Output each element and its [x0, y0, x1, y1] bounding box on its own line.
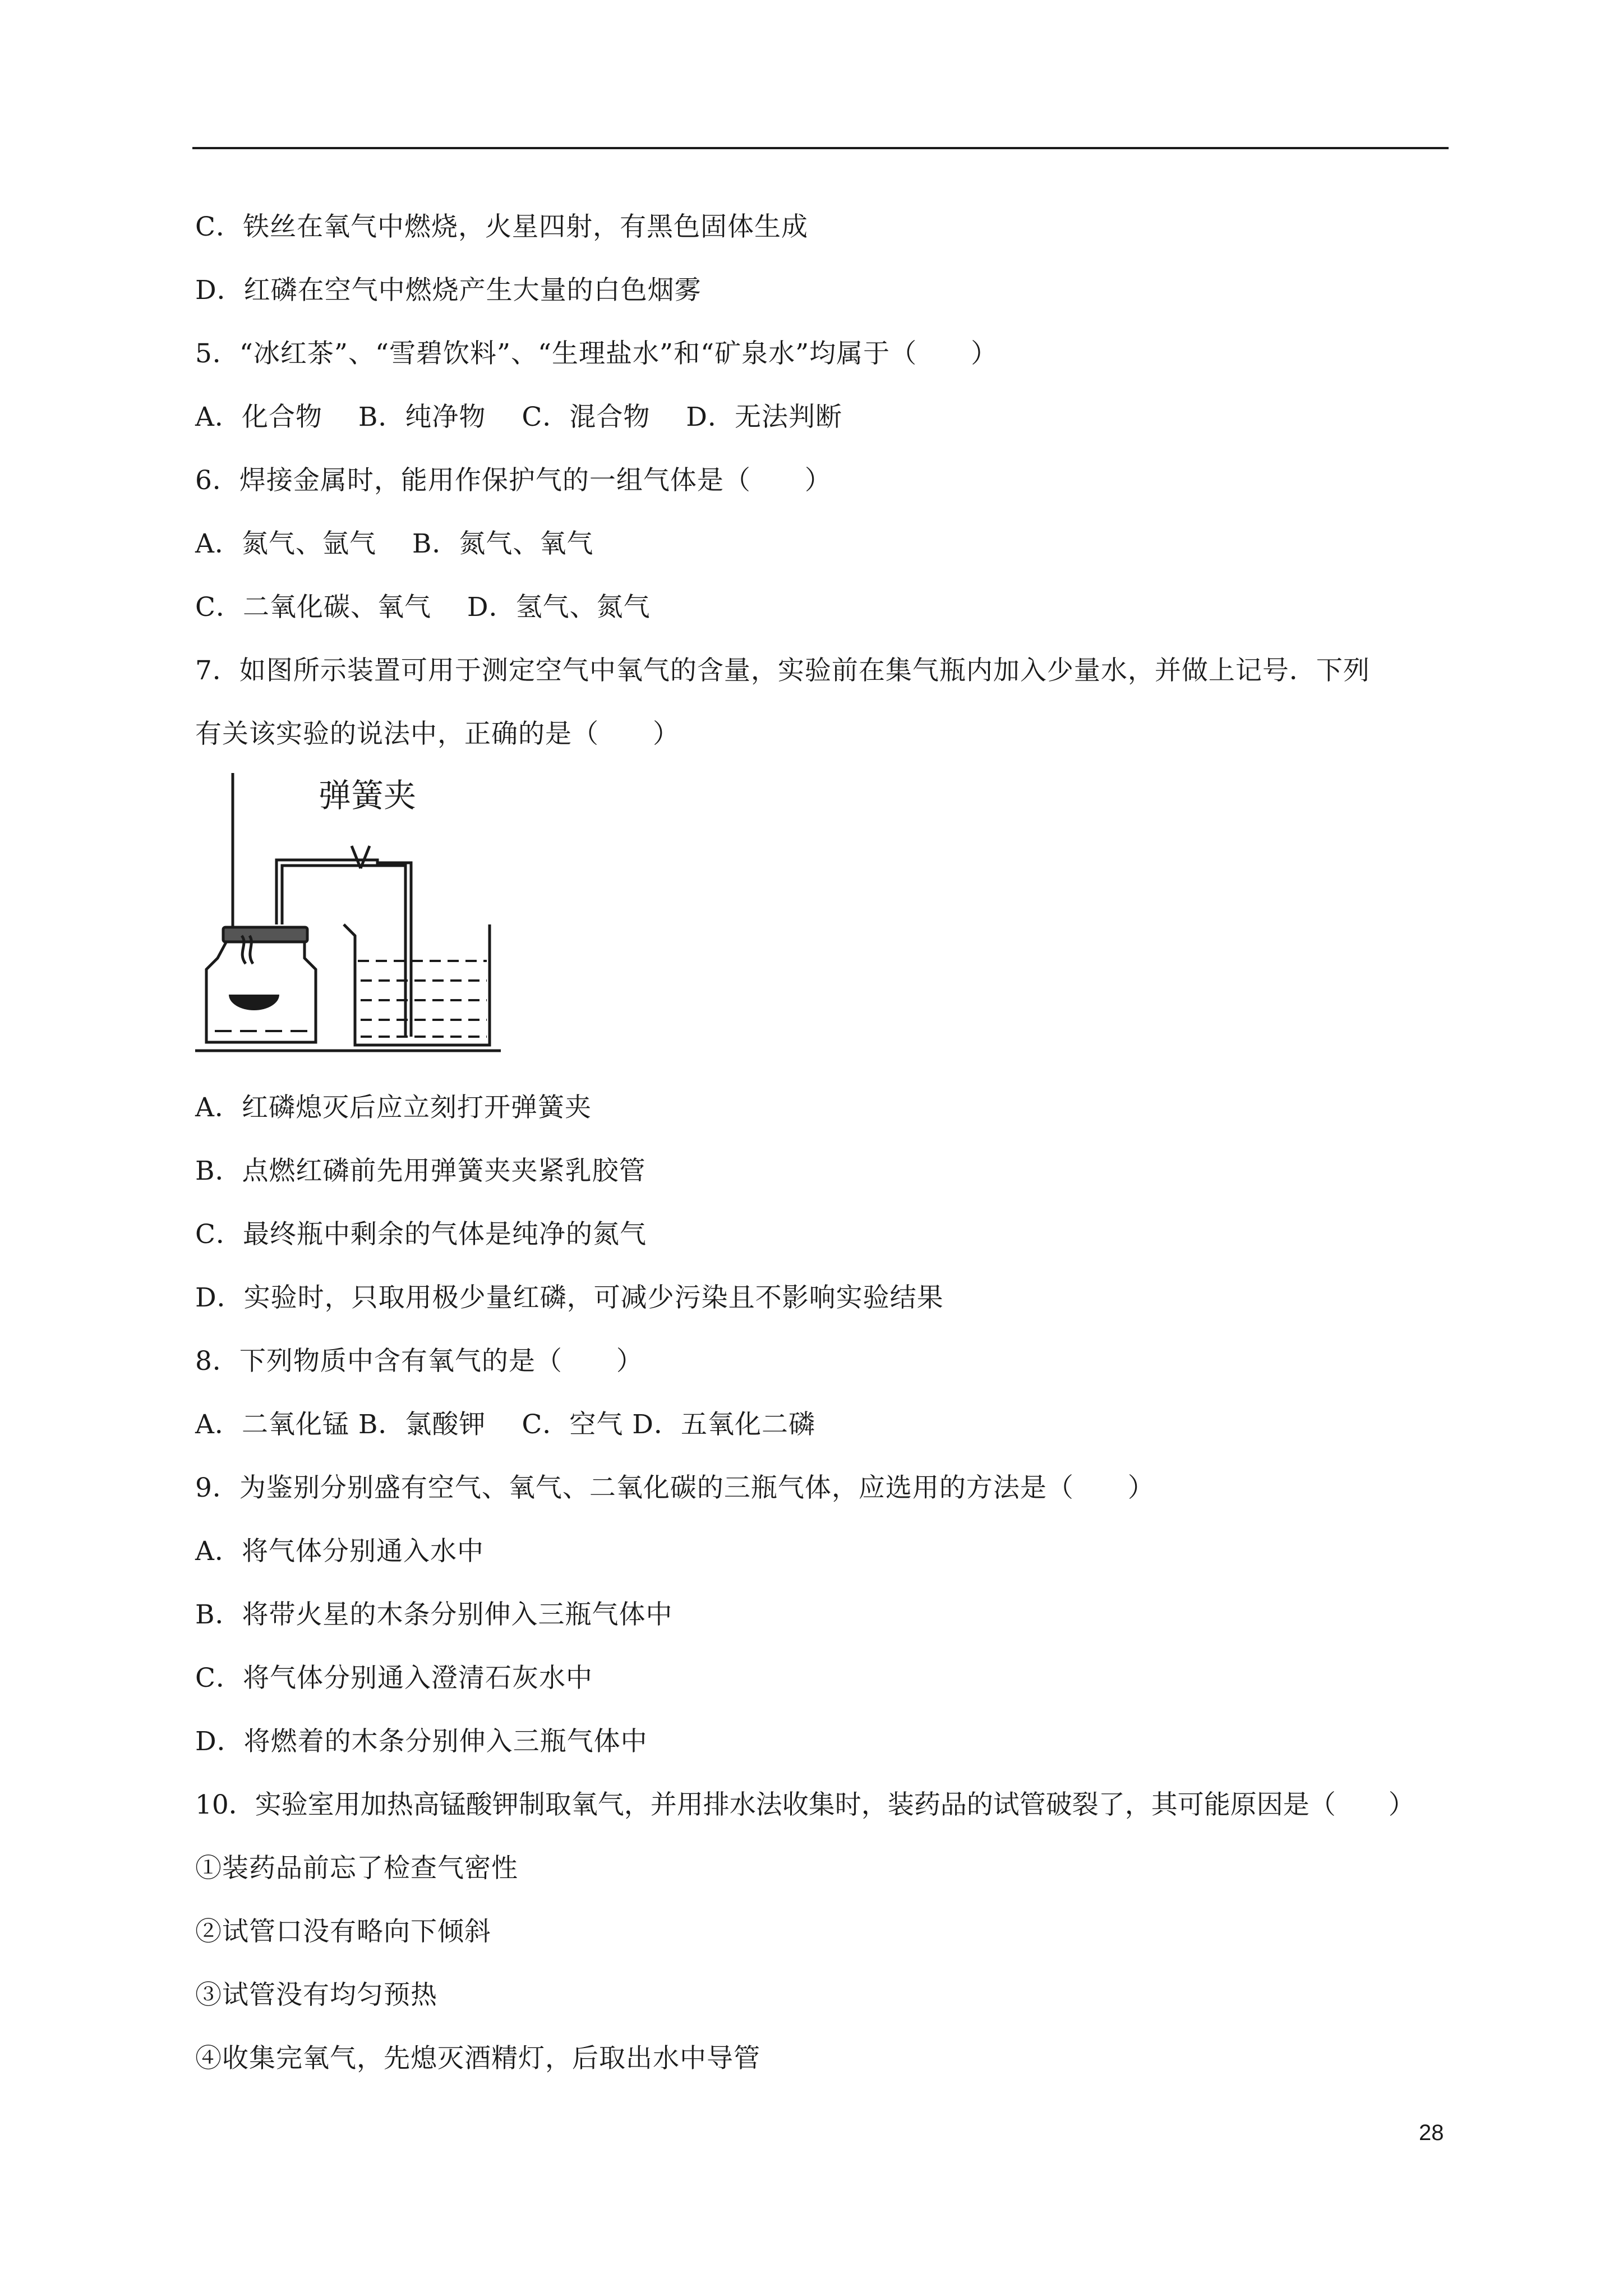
apparatus-diagram	[192, 773, 506, 1065]
options-q5: A．化合物 B．纯净物 C．混合物 D．无法判断	[195, 402, 842, 432]
option-a-q9: A．将气体分别通入水中	[195, 1536, 484, 1567]
combustion-spoon	[229, 995, 279, 1010]
question-7-line-1: 7．如图所示装置可用于测定空气中氧气的含量，实验前在集气瓶内加入少量水，并做上记号．下列	[195, 655, 1370, 686]
reason-4: ④收集完氧气，先熄灭酒精灯，后取出水中导管	[195, 2043, 760, 2074]
beaker	[344, 924, 490, 1045]
question-6: 6．焊接金属时，能用作保护气的一组气体是（ ）	[195, 465, 832, 496]
header-rule	[192, 147, 1449, 149]
option-d-q9: D．将燃着的木条分别伸入三瓶气体中	[195, 1726, 648, 1757]
option-b-q7: B．点燃红磷前先用弹簧夹夹紧乳胶管	[195, 1156, 646, 1186]
page-number: 28	[1419, 2120, 1444, 2145]
options-q8: A．二氧化锰 B．氯酸钾 C．空气 D．五氧化二磷	[195, 1409, 815, 1440]
option-b-q9: B．将带火星的木条分别伸入三瓶气体中	[195, 1599, 673, 1630]
question-8: 8．下列物质中含有氧气的是（ ）	[195, 1346, 643, 1377]
option-c-q4: C．铁丝在氧气中燃烧，火星四射，有黑色固体生成	[195, 211, 808, 242]
option-c-q7: C．最终瓶中剩余的气体是纯净的氮气	[195, 1219, 647, 1250]
question-10: 10．实验室用加热高锰酸钾制取氧气，并用排水法收集时，装药品的试管破裂了，其可能原因是（ ）	[195, 1789, 1415, 1820]
reason-2: ②试管口没有略向下倾斜	[195, 1916, 491, 1947]
question-9: 9．为鉴别分别盛有空气、氧气、二氧化碳的三瓶气体，应选用的方法是（ ）	[195, 1473, 1155, 1503]
options-q6-cd: C．二氧化碳、氧气 D．氢气、氮气	[195, 592, 651, 623]
spring-clip-label: 弹簧夹	[319, 776, 417, 815]
option-a-q7: A．红磷熄灭后应立刻打开弹簧夹	[195, 1092, 592, 1123]
reason-1: ①装药品前忘了检查气密性	[195, 1853, 518, 1884]
option-d-q7: D．实验时，只取用极少量红磷，可减少污染且不影响实验结果	[195, 1282, 944, 1313]
beaker-water	[358, 961, 487, 1037]
options-q6-ab: A．氮气、氩气 B．氮气、氧气	[195, 528, 594, 559]
stopper	[223, 927, 307, 942]
reason-3: ③试管没有均匀预热	[195, 1980, 437, 2010]
gas-bottle	[206, 942, 316, 1042]
option-d-q4: D．红磷在空气中燃烧产生大量的白色烟雾	[195, 275, 702, 306]
question-7-line-2: 有关该实验的说法中，正确的是（ ）	[195, 719, 680, 749]
connecting-tube	[276, 860, 411, 1037]
option-c-q9: C．将气体分别通入澄清石灰水中	[195, 1663, 593, 1694]
question-5: 5．“冰红茶”、“雪碧饮料”、“生理盐水”和“矿泉水”均属于（ ）	[195, 338, 998, 369]
